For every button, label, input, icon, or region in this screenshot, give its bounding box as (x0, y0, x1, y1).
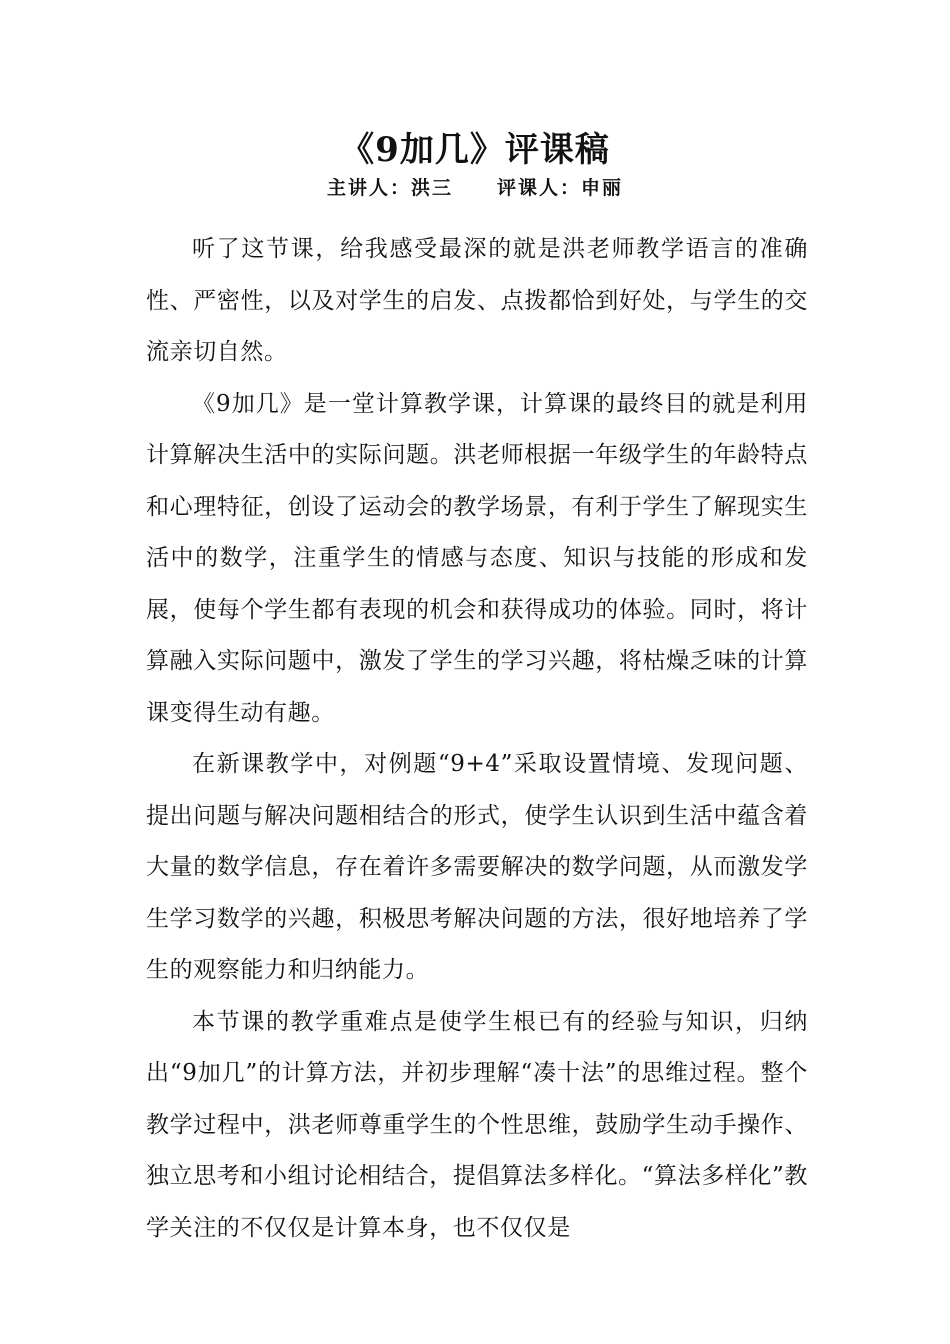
paragraph-1: 听了这节课，给我感受最深的就是洪老师教学语言的准确性、严密性，以及对学生的启发、点拨都恰到好处，与学生的交流亲切自然。 (146, 236, 808, 365)
reviewer-label: 评课人：申丽 (497, 177, 624, 199)
author-line (0, 176, 950, 200)
paragraph-3: 在新课教学中，对例题“9+4”采取设置情境、发现问题、提出问题与解决问题相结合的形式，使学生认识到生活中蕴含着大量的数学信息，存在着许多需要解决的数学问题，从而激发学生学习数学的兴趣，积极思考解决问题的方法，很好地培养了学生的观察能力和归纳能力。 (146, 751, 808, 983)
document-body (146, 224, 808, 1254)
paragraph-4: 本节课的教学重难点是使学生根已有的经验与知识，归纳出“9加几”的计算方法，并初步理解“凑十法”的思维过程。整个教学过程中，洪老师尊重学生的个性思维，鼓励学生动手操作、独立思考和小组讨论相结合，提倡算法多样化。“算法多样化”教学关注的不仅仅是计算本身，也不仅仅是 (146, 1008, 808, 1241)
presenter-label: 主讲人：洪三 (326, 177, 453, 199)
document-title: 《9加几》评课稿 (340, 130, 610, 170)
paragraph-2: 《9加几》是一堂计算教学课，计算课的最终目的就是利用计算解决生活中的实际问题。洪老师根据一年级学生的年龄特点和心理特征，创设了运动会的教学场景，有利于学生了解现实生活中的数学，注重学生的情感与态度、知识与技能的形成和发展，使每个学生都有表现的机会和获得成功的体验。同时，将计算融入实际问题中，激发了学生的学习兴趣，将枯燥乏味的计算课变得生动有趣。 (146, 390, 808, 726)
